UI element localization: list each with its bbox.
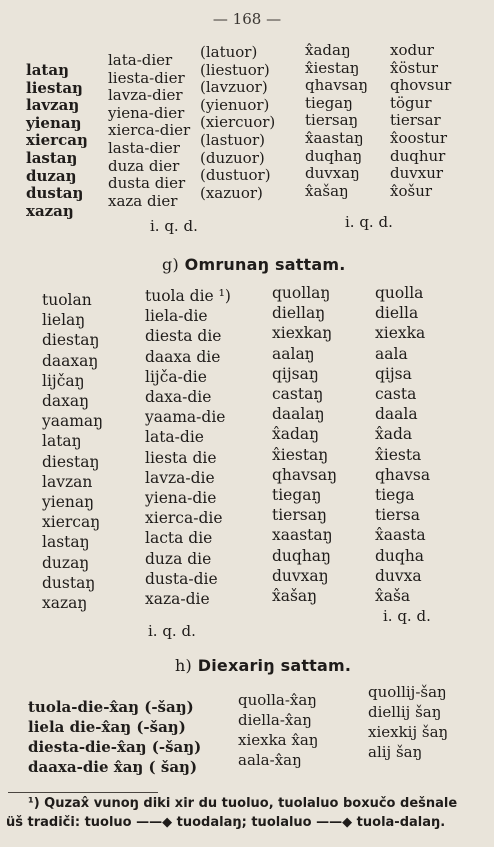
list-item: x̂iesta: [375, 445, 422, 464]
list-item: qhovsur: [390, 76, 452, 95]
list-item: dustaŋ: [26, 184, 84, 203]
footnote-line: üš tradiči: tuoluo ——◆ tuodalaŋ; tuolaluo ——◆ tuola-dalaŋ.: [6, 815, 446, 830]
list-item: duqhur: [390, 146, 446, 165]
list-item: duvxaŋ: [272, 566, 329, 585]
list-item: lastaŋ: [26, 148, 78, 167]
list-item: (dustuor): [200, 166, 271, 185]
block1-col-ur: [390, 42, 451, 200]
etc-label: i. q. d.: [150, 217, 198, 235]
list-item: quolla: [375, 284, 424, 302]
section-title: Omrunaŋ sattam.: [184, 255, 346, 274]
list-item: xaza-die: [145, 590, 210, 609]
list-item: tiersaŋ: [272, 506, 327, 525]
list-item: duqhaŋ: [305, 146, 363, 165]
block2-col-an: [272, 283, 337, 606]
list-item: quollij-šaŋ: [368, 683, 447, 701]
section-heading: [175, 656, 351, 675]
list-item: duqha: [375, 546, 425, 565]
list-item: x̂aastaŋ: [305, 128, 364, 147]
list-item: qijsa: [375, 364, 412, 383]
list-item: xaza dier: [108, 191, 178, 210]
list-item: tuola-die-x̂aŋ (-šaŋ): [28, 698, 194, 716]
footnote: [6, 794, 457, 832]
list-item: lielaŋ: [42, 311, 86, 330]
list-item: diella-x̂aŋ: [238, 711, 312, 729]
list-item: tiega: [375, 486, 415, 505]
list-item: qijsaŋ: [272, 364, 319, 383]
list-item: (liestuor): [200, 60, 270, 79]
list-item: qhavsaŋ: [272, 465, 338, 484]
list-item: diestaŋ: [42, 452, 100, 471]
list-item: tögur: [390, 93, 432, 112]
block3-col-san: [368, 682, 448, 762]
list-item: yiena-dier: [108, 103, 185, 122]
list-item: lavza-die: [145, 468, 215, 487]
list-item: alij šaŋ: [368, 743, 423, 761]
list-item: yaamaŋ: [42, 412, 104, 431]
list-item: x̂aša: [375, 587, 411, 606]
list-item: lata-die: [145, 428, 204, 447]
block3-col-die-xan: [28, 697, 201, 777]
list-item: lataŋ: [42, 432, 82, 451]
list-item: (lavzuor): [200, 78, 268, 97]
list-item: aala-x̂aŋ: [238, 751, 302, 769]
list-item: xierca-die: [145, 509, 223, 528]
list-item: lastaŋ: [42, 533, 90, 552]
etc-label: i. q. d.: [383, 607, 431, 625]
block2-col-die: [145, 286, 231, 609]
section-heading: [162, 255, 346, 274]
block1-col-dier: [108, 52, 190, 210]
footnote-divider: [8, 792, 158, 793]
list-item: xazaŋ: [42, 594, 88, 613]
list-item: lata-dier: [108, 51, 173, 69]
list-item: duqhaŋ: [272, 546, 332, 565]
list-item: (duzuor): [200, 148, 265, 167]
list-item: x̂aasta: [375, 526, 426, 545]
list-item: xiexka x̂aŋ: [238, 731, 319, 749]
list-item: lijča-die: [145, 367, 207, 386]
list-item: liesta-dier: [108, 68, 185, 87]
list-item: yiena-die: [145, 489, 217, 508]
list-item: diestaŋ: [42, 331, 100, 350]
list-item: quollaŋ: [272, 284, 331, 302]
list-item: tiegaŋ: [272, 486, 322, 505]
block1-col-an: [305, 42, 368, 200]
list-item: xaastaŋ: [272, 526, 333, 545]
list-item: xiexkaŋ: [272, 324, 333, 343]
list-item: lacta die: [145, 529, 213, 548]
list-item: liela die-x̂aŋ (-šaŋ): [28, 718, 186, 736]
list-item: xiexka: [375, 324, 426, 343]
list-item: xazaŋ: [26, 201, 74, 220]
list-item: daaxa die: [145, 347, 221, 366]
list-item: xiercaŋ: [26, 131, 88, 150]
block2-col-a: [375, 283, 430, 606]
list-item: yienaŋ: [42, 493, 95, 512]
list-item: duvxa: [375, 566, 422, 585]
section-title: Diexariŋ sattam.: [197, 656, 352, 675]
list-item: quolla-x̂aŋ: [238, 691, 317, 709]
list-item: dustaŋ: [42, 573, 96, 592]
list-item: tuolan: [42, 291, 92, 309]
list-item: yienaŋ: [26, 113, 82, 132]
list-item: (yienuor): [200, 95, 270, 114]
list-item: daxa-die: [145, 388, 212, 407]
list-item: daala: [375, 405, 418, 424]
list-item: qhavsaŋ: [305, 76, 368, 95]
block1-col-nouns: [26, 62, 88, 220]
section-letter: g): [162, 255, 179, 274]
list-item: duzaŋ: [26, 166, 77, 185]
list-item: (xiercuor): [200, 113, 276, 132]
section-letter: h): [175, 656, 192, 675]
list-item: xiercaŋ: [42, 513, 101, 532]
list-item: x̂iestaŋ: [305, 58, 360, 77]
list-item: qhavsa: [375, 465, 431, 484]
block3-col-xan: [238, 690, 318, 770]
list-item: lataŋ: [26, 61, 69, 79]
list-item: x̂ošur: [390, 181, 433, 200]
list-item: tiersar: [390, 111, 441, 130]
footnote-line: ¹) Quzax̂ vunoŋ diki xir du tuoluo, tuolaluo boxučo dešnale: [28, 796, 458, 811]
list-item: tiersa: [375, 506, 420, 525]
list-item: tuola die ¹): [145, 287, 231, 305]
list-item: dusta-die: [145, 569, 218, 588]
list-item: x̂ašaŋ: [272, 587, 318, 606]
list-item: lijčaŋ: [42, 371, 85, 390]
list-item: diellij šaŋ: [368, 703, 442, 721]
list-item: duza die: [145, 549, 212, 568]
list-item: diella: [375, 304, 419, 323]
list-item: xiexkij šaŋ: [368, 723, 449, 741]
list-item: xierca-dier: [108, 121, 191, 140]
list-item: daaxaŋ: [42, 351, 99, 370]
list-item: daxaŋ: [42, 392, 90, 411]
list-item: (lastuor): [200, 130, 266, 149]
block1-col-uor: [200, 44, 275, 202]
list-item: liela-die: [145, 307, 208, 326]
list-item: x̂adaŋ: [272, 425, 320, 444]
list-item: diesta die: [145, 327, 222, 346]
etc-label: i. q. d.: [148, 622, 196, 640]
list-item: diesta-die-x̂aŋ (-šaŋ): [28, 738, 202, 756]
list-item: daaxa-die x̂aŋ ( šaŋ): [28, 758, 198, 776]
list-item: duvxur: [390, 164, 444, 183]
list-item: liestaŋ: [26, 78, 83, 97]
list-item: xodur: [390, 41, 434, 59]
list-item: lasta-dier: [108, 138, 180, 157]
list-item: yaama-die: [145, 408, 226, 427]
list-item: x̂iestaŋ: [272, 445, 329, 464]
block2-col-nouns: [42, 290, 103, 613]
list-item: tiersaŋ: [305, 111, 359, 130]
list-item: casta: [375, 385, 417, 404]
list-item: x̂östur: [390, 58, 439, 77]
list-item: liesta die: [145, 448, 217, 467]
list-item: (xazuor): [200, 183, 263, 202]
page-number: — 168 —: [212, 10, 282, 28]
list-item: lavzan: [42, 472, 93, 491]
list-item: (latuor): [200, 43, 258, 61]
list-item: x̂ada: [375, 425, 413, 444]
list-item: duza dier: [108, 156, 180, 175]
list-item: aalaŋ: [272, 344, 315, 363]
list-item: dusta dier: [108, 174, 186, 193]
list-item: duzaŋ: [42, 553, 90, 572]
list-item: duvxaŋ: [305, 164, 360, 183]
list-item: x̂adaŋ: [305, 41, 351, 59]
list-item: diellaŋ: [272, 304, 326, 323]
list-item: daalaŋ: [272, 405, 325, 424]
list-item: tiegaŋ: [305, 93, 353, 112]
list-item: lavzaŋ: [26, 96, 80, 115]
list-item: x̂oostur: [390, 128, 448, 147]
list-item: x̂ašaŋ: [305, 181, 349, 200]
list-item: lavza-dier: [108, 86, 183, 105]
list-item: aala: [375, 344, 408, 363]
list-item: castaŋ: [272, 385, 324, 404]
etc-label: i. q. d.: [345, 213, 393, 231]
